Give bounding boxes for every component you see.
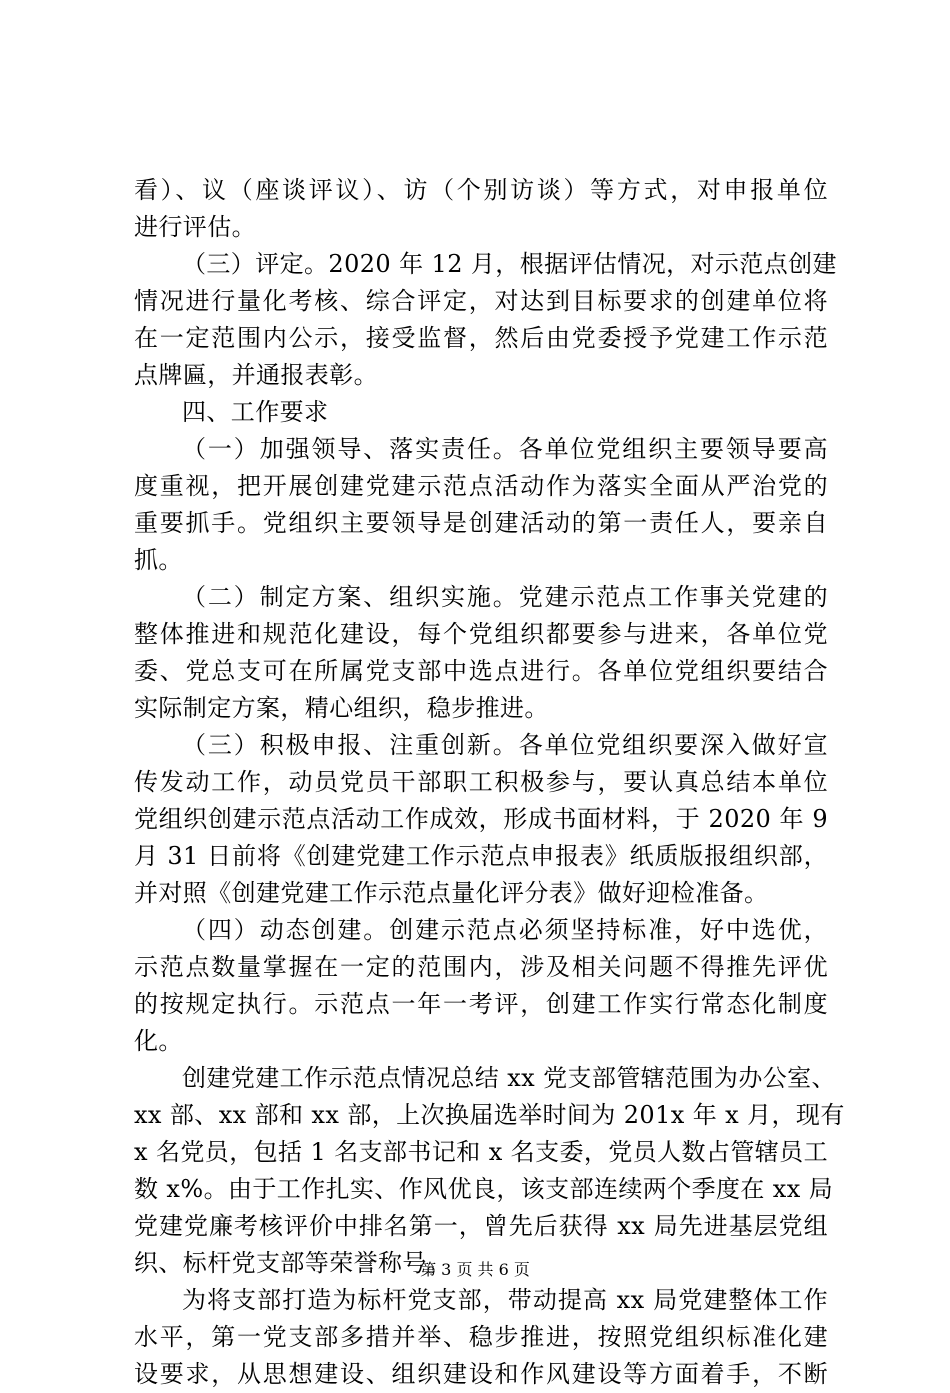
text-line: 党组织创建示范点活动工作成效，形成书面材料，于 2020 年 9	[134, 805, 828, 833]
text-line: （三）评定。2020 年 12 月，根据评估情况，对示范点创建	[182, 250, 837, 278]
text-line: 委、党总支可在所属党支部中选点进行。各单位党组织要结合	[134, 657, 828, 685]
text-line: 党建党廉考核评价中排名第一，曾先后获得 xx 局先进基层党组	[134, 1212, 828, 1240]
page-number-footer: 第 3 页 共 6 页	[420, 1260, 530, 1279]
text-line: 的按规定执行。示范点一年一考评，创建工作实行常态化制度	[134, 990, 828, 1018]
text-line: 织、标杆党支部等荣誉称号。	[134, 1249, 452, 1277]
text-line: 并对照《创建党建工作示范点量化评分表》做好迎检准备。	[134, 879, 769, 907]
text-line: 整体推进和规范化建设，每个党组织都要参与进来，各单位党	[134, 620, 828, 648]
text-line: 重要抓手。党组织主要领导是创建活动的第一责任人，要亲自	[134, 509, 828, 537]
text-line: 在一定范围内公示，接受监督，然后由党委授予党建工作示范	[134, 324, 828, 352]
text-line: 创建党建工作示范点情况总结 xx 党支部管辖范围为办公室、	[182, 1064, 836, 1092]
text-line: 抓。	[134, 546, 183, 574]
text-line: 看）、议（座谈评议）、访（个别访谈）等方式，对申报单位	[134, 176, 828, 204]
text-line: 水平，第一党支部多措并举、稳步推进，按照党组织标准化建	[134, 1323, 828, 1351]
section-heading: 四、工作要求	[182, 398, 329, 426]
text-line: 数 x%。由于工作扎实、作风优良，该支部连续两个季度在 xx 局	[134, 1175, 834, 1203]
text-line: 情况进行量化考核、综合评定，对达到目标要求的创建单位将	[134, 287, 828, 315]
text-line: 化。	[134, 1027, 183, 1055]
text-line: x 名党员，包括 1 名支部书记和 x 名支委，党员人数占管辖员工	[134, 1138, 828, 1166]
text-line: （二）制定方案、组织实施。党建示范点工作事关党建的	[182, 583, 828, 611]
text-line: （四）动态创建。创建示范点必须坚持标准，好中选优，	[182, 916, 828, 944]
text-line: 度重视，把开展创建党建示范点活动作为落实全面从严治党的	[134, 472, 828, 500]
text-line: 月 31 日前将《创建党建工作示范点申报表》纸质版报组织部，	[134, 842, 828, 870]
text-line: xx 部、xx 部和 xx 部，上次换届选举时间为 201x 年 x 月，现有	[134, 1101, 845, 1129]
text-line: （一）加强领导、落实责任。各单位党组织主要领导要高	[182, 435, 828, 463]
text-line: 设要求，从思想建设、组织建设和作风建设等方面着手，不断	[134, 1360, 828, 1388]
text-line: 传发动工作，动员党员干部职工积极参与，要认真总结本单位	[134, 768, 828, 796]
text-line: 点牌匾，并通报表彰。	[134, 361, 378, 389]
text-line: （三）积极申报、注重创新。各单位党组织要深入做好宣	[182, 731, 828, 759]
document-body	[134, 172, 845, 1393]
text-line: 进行评估。	[134, 213, 256, 241]
text-line: 为将支部打造为标杆党支部，带动提高 xx 局党建整体工作	[182, 1286, 828, 1314]
text-line: 示范点数量掌握在一定的范围内，涉及相关问题不得推先评优	[134, 953, 828, 981]
text-line: 实际制定方案，精心组织，稳步推进。	[134, 694, 549, 722]
